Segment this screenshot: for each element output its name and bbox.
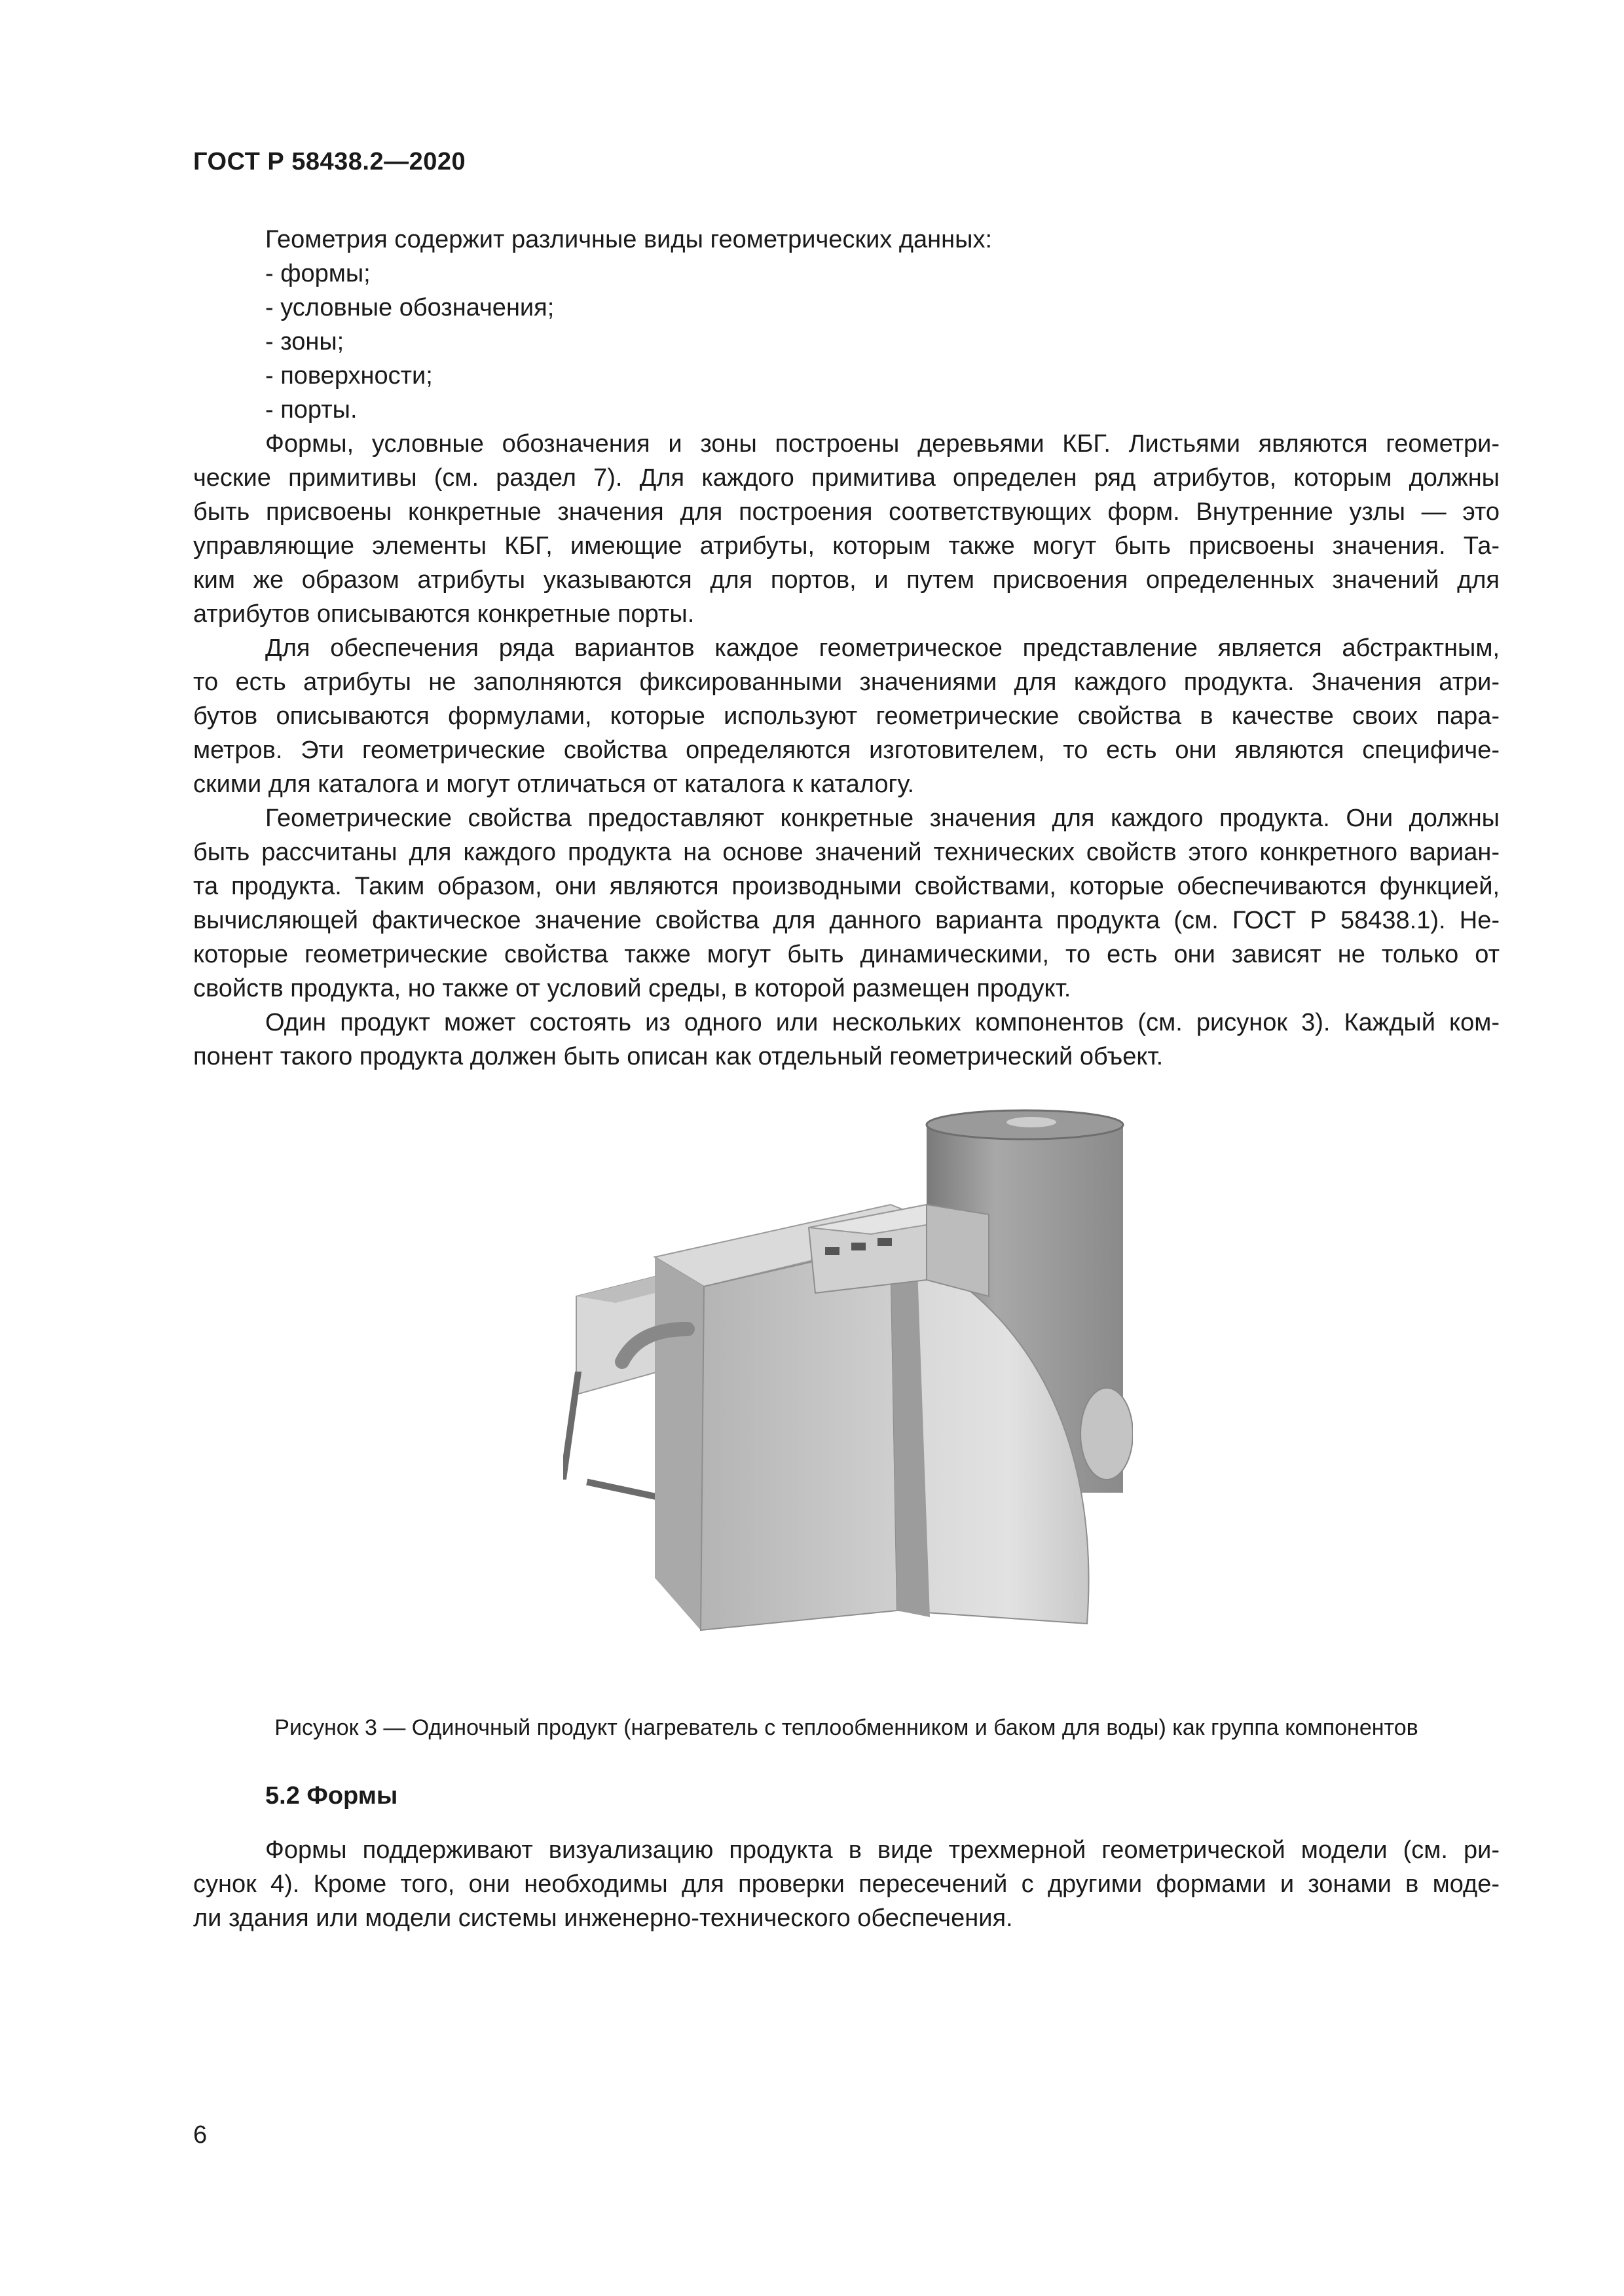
paragraph-line: Один продукт может состоять из одного или нескольких компонентов (см. рисунок 3). Каждый ком- <box>265 1009 1500 1036</box>
indicator-light <box>877 1238 892 1246</box>
list-item: - условные обозначения; <box>265 294 555 321</box>
paragraph-line: Геометрические свойства предоставляют конкретные значения для каждого продукта. Они должны <box>265 805 1500 832</box>
paragraph-line: понент такого продукта должен быть описан как отдельный геометрический объект. <box>193 1043 1164 1070</box>
indicator-light <box>825 1247 840 1255</box>
paragraph-line: атрибутов описываются конкретные порты. <box>193 600 695 628</box>
paragraph-line: Для обеспечения ряда вариантов каждое геометрическое представление является абстрактным, <box>265 634 1500 662</box>
paragraph-line: ли здания или модели системы инженерно-технического обеспечения. <box>193 1904 1013 1932</box>
paragraph-line: ческие примитивы (см. раздел 7). Для каждого примитива определен ряд атрибутов, которым должны <box>193 464 1500 492</box>
list-item: - порты. <box>265 396 358 424</box>
paragraph-line: Формы поддерживают визуализацию продукта в виде трехмерной геометрической модели (см. ри- <box>265 1836 1500 1864</box>
paragraph-line: быть рассчитаны для каждого продукта на основе значений технических свойств этого конкретного вариан- <box>193 839 1500 866</box>
figure-caption: Рисунок 3 — Одиночный продукт (нагреватель с теплообменником и баком для воды) как группа компонентов <box>274 1715 1418 1740</box>
paragraph-line: метров. Эти геометрические свойства определяются изготовителем, то есть они являются специфиче- <box>193 737 1500 764</box>
section-title: 5.2 Формы <box>265 1782 398 1810</box>
tank-pipe <box>1080 1388 1133 1480</box>
paragraph-line: Формы, условные обозначения и зоны построены деревьями КБГ. Листьями являются геометри- <box>265 430 1500 458</box>
paragraph-line: свойств продукта, но также от условий среды, в которой размещен продукт. <box>193 975 1071 1002</box>
indicator-light <box>851 1243 866 1250</box>
list-item: - поверхности; <box>265 362 433 390</box>
standard-header: ГОСТ Р 58438.2—2020 <box>193 148 466 175</box>
paragraph-line: которые геометрические свойства также могут быть динамическими, то есть они зависят не только от <box>193 941 1500 968</box>
list-item: - зоны; <box>265 328 344 355</box>
paragraph-line: ким же образом атрибуты указываются для портов, и путем присвоения определенных значений для <box>193 566 1500 594</box>
list-item: - формы; <box>265 260 371 287</box>
page-number: 6 <box>193 2121 208 2149</box>
paragraph-line: управляющие элементы КБГ, имеющие атрибуты, которым также могут быть присвоены значения. Та- <box>193 532 1500 560</box>
heater-figure <box>563 1106 1133 1683</box>
paragraph-line: вычисляющей фактическое значение свойства для данного варианта продукта (см. ГОСТ Р 58438.1). Не- <box>193 907 1500 934</box>
paragraph-line: скими для каталога и могут отличаться от каталога к каталогу. <box>193 771 915 798</box>
paragraph-line: быть присвоены конкретные значения для построения соответствующих форм. Внутренние узлы — это <box>193 498 1500 526</box>
paragraph-line: то есть атрибуты не заполняются фиксированными значениями для каждого продукта. Значения атри- <box>193 668 1500 696</box>
paragraph-line: та продукта. Таким образом, они являются производными свойствами, которые обеспечиваются функцией, <box>193 873 1500 900</box>
paragraph-line: бутов описываются формулами, которые используют геометрические свойства в качестве своих пара- <box>193 702 1500 730</box>
body-text <box>193 223 1500 1074</box>
paragraph-line: сунок 4). Кроме того, они необходимы для проверки пересечений с другими формами и зонами в моде- <box>193 1870 1500 1898</box>
section-text <box>193 1833 1500 1935</box>
intro-lead: Геометрия содержит различные виды геометрических данных: <box>265 226 992 253</box>
